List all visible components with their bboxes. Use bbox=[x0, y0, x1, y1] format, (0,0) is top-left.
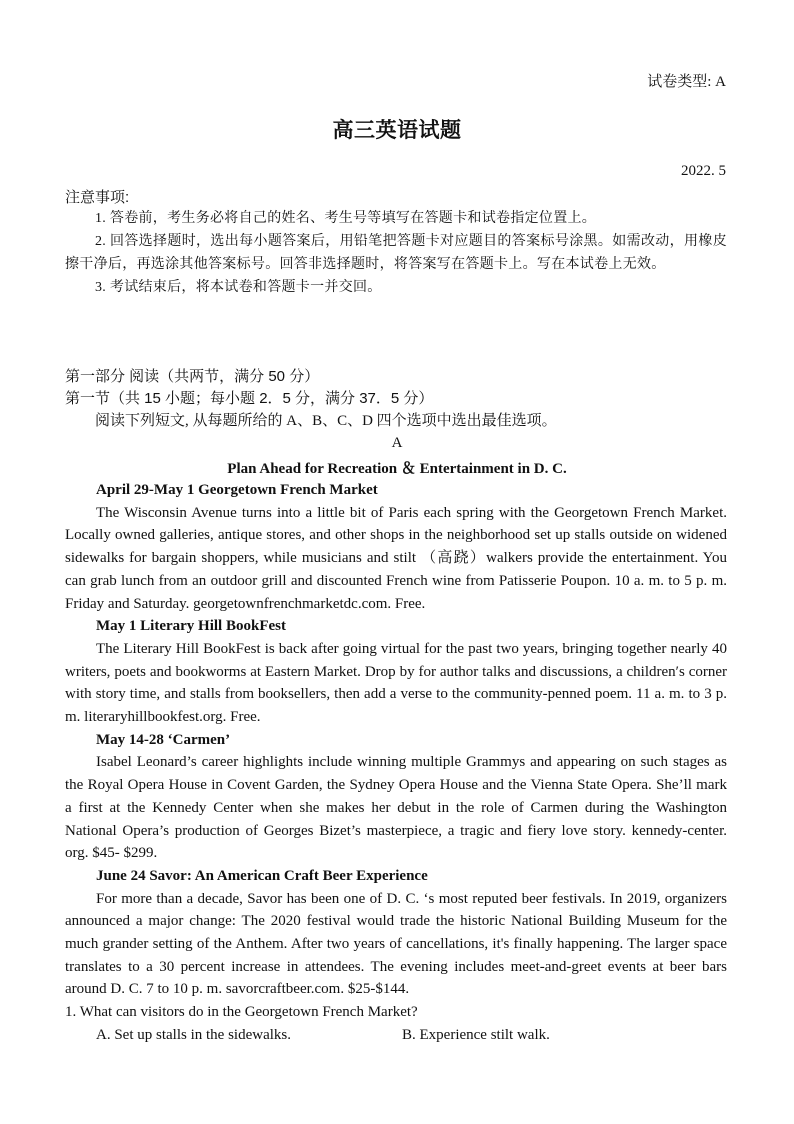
question-options bbox=[65, 1024, 727, 1047]
passage-label: A bbox=[391, 435, 403, 451]
notice-heading: 注意事项: bbox=[65, 189, 130, 206]
instruction: 阅读下列短文, 从每题所给的 A、B、C、D 四个选项中选出最佳选项。 bbox=[95, 413, 557, 429]
event-heading: April 29-May 1 Georgetown French Market bbox=[96, 482, 378, 498]
passage-title: Plan Ahead for Recreation ＆ Entertainment in D. C. bbox=[227, 461, 567, 477]
exam-date: 2022. 5 bbox=[681, 163, 726, 179]
option-a: A. Set up stalls in the sidewalks. bbox=[96, 1026, 291, 1043]
event-heading: May 14-28 ‘Carmen’ bbox=[96, 731, 231, 748]
event-text: The Literary Hill BookFest is back after going virtual for the past two years, bringing together nearly 40 writers, poets and bookworms at Eastern Market. Drop by for author talks and discussions, a children′s corner with story time, and stalls from booksellers, then add a verse to the community-penned poem. 11 a. m. to 3 p. m. literaryhillbookfest.org. Free. bbox=[65, 640, 727, 726]
part-header bbox=[65, 366, 433, 410]
notice-list bbox=[65, 207, 727, 299]
option-b: B. Experience stilt walk. bbox=[402, 1026, 550, 1043]
event-text: The Wisconsin Avenue turns into a little bit of Paris each spring with the Georgetown French Market. Locally owned galleries, antique stores, and other shops in the neighborhood set up stalls outside on widened sidewalks for bargain shoppers, while musicians and stilt （高跷）walkers provide the entertainment. You can grab lunch from an outdoor grill and discounted French wine from Patisserie Poupon. 10 a. m. to 5 p. m. Friday and Saturday. georgetownfrenchmarketdc.com. Free. bbox=[65, 504, 727, 612]
notice-item: 3. 考试结束后，将本试卷和答题卡一并交回。 bbox=[95, 280, 382, 295]
section-title: 第一节（共 15 小题；每小题 2．5 分，满分 37．5 分） bbox=[65, 390, 434, 407]
passage-body bbox=[65, 479, 727, 1047]
notice-item: 1. 答卷前，考生务必将自己的姓名、考生号等填写在答题卡和试卷指定位置上。 bbox=[95, 211, 597, 226]
event-text: Isabel Leonard’s career highlights include winning multiple Grammys and appearing on such stages as the Royal Opera House in Covent Garden, the Sydney Opera House and the Vienna State Opera. She’ll mark a first at the Kennedy Center when she makes her debut in the role of Carmen during the Washington National Opera’s production of Georges Bizet’s masterpiece, a tragic and fiery love story. kennedy-center. org. $45- $299. bbox=[65, 754, 727, 862]
event-heading: June 24 Savor: An American Craft Beer Experience bbox=[96, 867, 428, 884]
paper-type: 试卷类型: A bbox=[647, 74, 726, 90]
page-title: 高三英语试题 bbox=[332, 118, 462, 142]
question-stem: 1. What can visitors do in the Georgetown French Market? bbox=[65, 1004, 418, 1021]
event-heading: May 1 Literary Hill BookFest bbox=[96, 618, 286, 635]
part-title: 第一部分 阅读（共两节，满分 50 分） bbox=[65, 368, 320, 385]
event-text: For more than a decade, Savor has been one of D. C. ‘s most reputed beer festivals. In 2019, organizers announced a major change: The 2020 festival would trade the historic National Building Museum for the much grander setting of the Anthem. After two years of cancellations, it's finally happening. The larger space translates to a 30 percent increase in attendees. The evening includes meet-and-greet events at beer bars around D. C. 7 to 10 p. m. savorcraftbeer.com. $25-$144. bbox=[65, 890, 727, 998]
notice-item: 2. 回答选择题时，选出每小题答案后，用铅笔把答题卡对应题目的答案标号涂黑。如需改动，用橡皮擦干净后，再选涂其他答案标号。回答非选择题时，将答案写在答题卡上。写在本试卷上无效。 bbox=[65, 234, 727, 272]
